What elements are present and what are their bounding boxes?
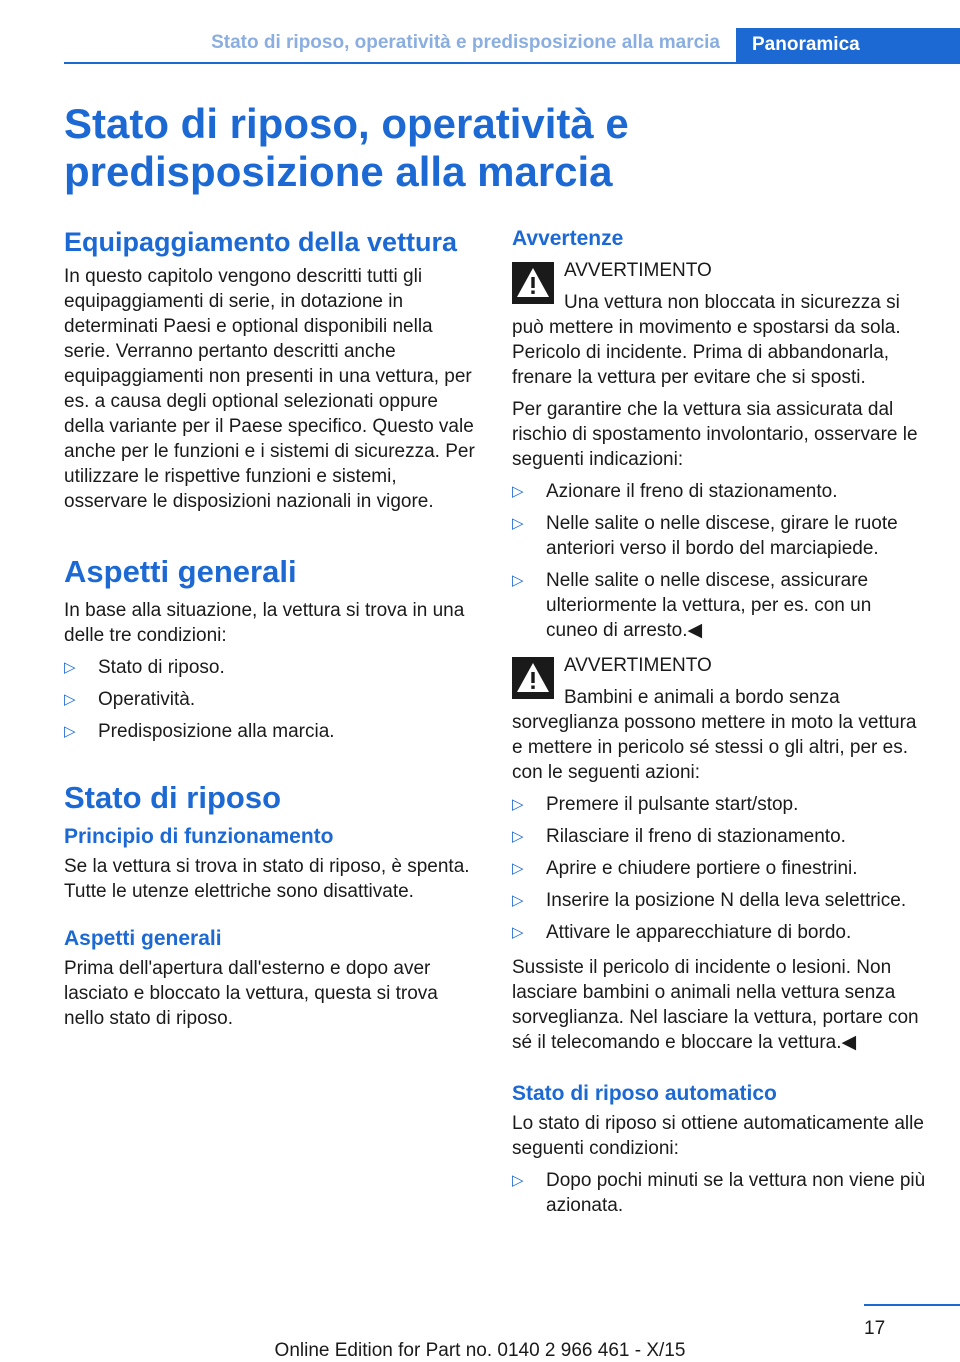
list-item: ▷ Nelle salite o nelle discese, assicurare ulteriormente la vettura, per es. con un cuneo di arresto.◀: [512, 570, 872, 641]
page-title: Stato di riposo, operatività e predisposizione alla marcia: [64, 100, 629, 195]
heading-aspetti-generali-2: Aspetti generali: [64, 927, 222, 950]
paragraph-stato-riposo-automatico: Lo stato di riposo si ottiene automaticamente alle seguenti condizioni:: [512, 1113, 924, 1159]
triangle-bullet-icon: ▷: [64, 723, 76, 740]
warning-triangle-icon: [512, 262, 554, 304]
warning-label-2: AVVERTIMENTO: [564, 655, 712, 676]
triangle-bullet-icon: ▷: [512, 483, 524, 500]
list-item: ▷ Rilasciare il freno di stazionamento.: [512, 826, 846, 847]
heading-aspetti-generali: Aspetti generali: [64, 554, 297, 589]
paragraph-principio: Se la vettura si trova in stato di riposo, è spenta. Tutte le utenze elettriche sono disattivate.: [64, 856, 470, 902]
paragraph-aspetti-generali-2: Prima dell'apertura dall'esterno e dopo aver lasciato e bloccato la vettura, questa si trova nello stato di riposo.: [64, 958, 438, 1029]
list-item: ▷ Premere il pulsante start/stop.: [512, 794, 799, 815]
header-tab-panoramica: Panoramica: [736, 28, 960, 62]
warning-conclusion: Sussiste il pericolo di incidente o lesioni. Non lasciare bambini o animali nella vettura senza sorveglianza. Nel lasciare la vettura, portare con sé il telecomando e bloccare la vettura.◀: [512, 957, 919, 1053]
header-section-title: Stato di riposo, operatività e predisposizione alla marcia: [211, 32, 720, 53]
automatic-conditions-list: [512, 1168, 926, 1218]
warning-block-2: [512, 653, 926, 785]
triangle-bullet-icon: ▷: [512, 1172, 524, 1189]
triangle-bullet-icon: ▷: [512, 572, 524, 589]
warning-text-2: Bambini e animali a bordo senza sorveglianza possono mettere in moto la vettura e mettere in pericolo sé stessi o gli altri, per es. con le seguenti azioni:: [512, 687, 917, 783]
warning-block-1: [512, 258, 926, 390]
condition-list: [64, 655, 478, 744]
warning-label-1: AVVERTIMENTO: [564, 260, 712, 281]
list-item: ▷ Azionare il freno di stazionamento.: [512, 481, 838, 502]
triangle-bullet-icon: ▷: [512, 828, 524, 845]
triangle-bullet-icon: ▷: [512, 860, 524, 877]
end-mark: ◀: [687, 620, 703, 641]
list-item: ▷ Dopo pochi minuti se la vettura non viene più azionata.: [512, 1170, 926, 1216]
heading-equipaggiamento: Equipaggiamento della vettura: [64, 227, 458, 257]
running-header: [64, 28, 960, 64]
list-item: ▷ Operatività.: [64, 689, 196, 710]
list-item: ▷ Aprire e chiudere portiere o finestrini.: [512, 858, 858, 879]
edition-line: Online Edition for Part no. 0140 2 966 461 - X/15: [274, 1340, 686, 1361]
paragraph-equipaggiamento: In questo capitolo vengono descritti tutti gli equipaggiamenti di serie, in dotazione in determinati Paesi e optional disponibili nella serie. Verranno pertanto descritti anche equipaggiamenti non presenti in una vettura, per es. a causa degli optional selezionati oppure della variante per il Paese specifico. Questo vale anche per le funzioni e i sistemi di sicurezza. Per utilizzare le rispettive funzioni e sistemi, osservare le disposizioni nazionali in vigore.: [64, 266, 475, 512]
list-item: ▷ Stato di riposo.: [64, 657, 225, 678]
warning-text-1: Una vettura non bloccata in sicurezza si può mettere in movimento e spostarsi da sola. Pericolo di incidente. Prima di abbandonarla, frenare la vettura per evitare che si sposti.: [512, 292, 901, 388]
triangle-bullet-icon: ▷: [512, 515, 524, 532]
right-column: [512, 226, 926, 1228]
heading-stato-riposo-automatico: Stato di riposo automatico: [512, 1082, 777, 1105]
heading-stato-di-riposo: Stato di riposo: [64, 780, 281, 815]
heading-avvertenze: Avvertenze: [512, 227, 624, 250]
list-item: ▷ Inserire la posizione N della leva selettrice.: [512, 890, 907, 911]
triangle-bullet-icon: ▷: [64, 659, 76, 676]
footer-rule: [864, 1304, 960, 1306]
triangle-bullet-icon: ▷: [512, 892, 524, 909]
safety-list-2: [512, 792, 926, 945]
triangle-bullet-icon: ▷: [512, 924, 524, 941]
warning-triangle-icon: [512, 657, 554, 699]
page-number: 17: [864, 1318, 886, 1339]
safety-list-1: [512, 479, 926, 643]
triangle-bullet-icon: ▷: [512, 796, 524, 813]
left-column: [64, 226, 478, 1038]
triangle-bullet-icon: ▷: [64, 691, 76, 708]
heading-principio: Principio di funzionamento: [64, 825, 334, 848]
list-item: ▷ Predisposizione alla marcia.: [64, 721, 335, 742]
end-mark: ◀: [841, 1032, 857, 1053]
paragraph-aspetti-generali: In base alla situazione, la vettura si trova in una delle tre condizioni:: [64, 600, 465, 646]
list-item: ▷ Nelle salite o nelle discese, girare le ruote anteriori verso il bordo del marciapiede.: [512, 513, 898, 559]
warning-instructions: Per garantire che la vettura sia assicurata dal rischio di spostamento involontario, osservare le seguenti indicazioni:: [512, 399, 918, 470]
list-item: ▷ Attivare le apparecchiature di bordo.: [512, 922, 852, 943]
